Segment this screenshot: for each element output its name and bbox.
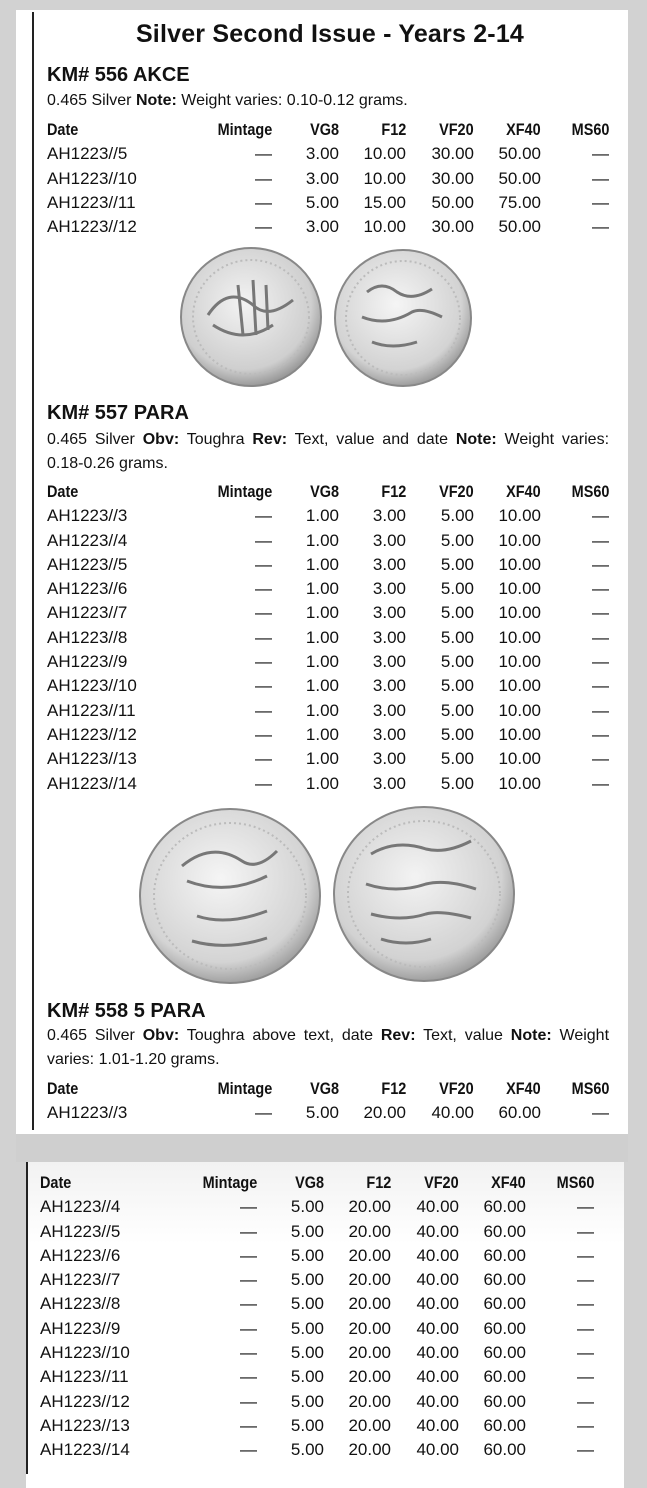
table-cell: 5.00 <box>440 530 474 550</box>
table-cell: AH1223//9 <box>40 1318 121 1338</box>
table-cell: — <box>255 192 272 212</box>
table-cell: — <box>577 1270 594 1290</box>
table-cell: — <box>240 1367 257 1387</box>
table-cell: 5.00 <box>290 1367 324 1387</box>
column-header: VF20 <box>424 1173 459 1192</box>
table-row <box>47 215 612 239</box>
table-cell: 10.00 <box>498 554 541 574</box>
table-cell: — <box>577 1318 594 1338</box>
table-cell: — <box>592 1103 609 1123</box>
table-cell: 10.00 <box>363 144 406 164</box>
table-cell: 3.00 <box>372 652 406 672</box>
table-cell: AH1223//10 <box>47 168 137 188</box>
table-cell: 20.00 <box>348 1270 391 1290</box>
column-header: Mintage <box>217 120 272 139</box>
table-header <box>47 1077 612 1101</box>
description-text: Text, value and date <box>287 431 456 448</box>
description-text: Toughra above text, date <box>179 1027 381 1044</box>
table-cell: 3.00 <box>372 579 406 599</box>
table-cell: AH1223//5 <box>47 144 128 164</box>
table-cell: 5.00 <box>440 627 474 647</box>
km556-heading: KM# 556 AKCE <box>47 64 190 86</box>
table-cell: — <box>592 506 609 526</box>
km558-table-continued <box>40 1171 597 1463</box>
description-text: Note: <box>510 1027 552 1044</box>
table-row <box>47 650 612 674</box>
table-cell: 60.00 <box>483 1221 526 1241</box>
table-cell: 60.00 <box>483 1440 526 1460</box>
table-cell: 50.00 <box>431 192 474 212</box>
para-obverse-coin-icon <box>137 806 323 986</box>
table-cell: 10.00 <box>498 506 541 526</box>
table-cell: 5.00 <box>440 579 474 599</box>
table-cell: — <box>592 676 609 696</box>
table-cell: — <box>592 530 609 550</box>
table-cell: — <box>592 700 609 720</box>
table-cell: — <box>592 603 609 623</box>
table-cell: — <box>577 1415 594 1435</box>
km558-description <box>47 1024 609 1072</box>
table-cell: 5.00 <box>440 652 474 672</box>
column-header: VF20 <box>439 482 474 501</box>
table-row <box>47 1101 612 1125</box>
table-cell: 5.00 <box>290 1197 324 1217</box>
description-text: Weight varies: 1.01-1.20 grams. <box>47 1027 610 1068</box>
table-cell: 5.00 <box>290 1221 324 1241</box>
description-text: 0.465 Silver <box>47 1027 143 1044</box>
table-cell: 1.00 <box>305 676 339 696</box>
column-header: VG8 <box>310 482 339 501</box>
table-cell: 5.00 <box>290 1318 324 1338</box>
table-row <box>40 1438 597 1462</box>
table-cell: 20.00 <box>348 1197 391 1217</box>
table-cell: AH1223//14 <box>40 1440 130 1460</box>
table-cell: — <box>255 627 272 647</box>
table-cell: — <box>577 1294 594 1314</box>
table-cell: 10.00 <box>363 217 406 237</box>
table-row <box>47 699 612 723</box>
table-cell: 60.00 <box>483 1294 526 1314</box>
table-cell: 60.00 <box>483 1197 526 1217</box>
table-cell: 40.00 <box>416 1318 459 1338</box>
table-cell: AH1223//7 <box>47 603 128 623</box>
table-cell: — <box>240 1343 257 1363</box>
table-cell: — <box>577 1221 594 1241</box>
table-cell: AH1223//5 <box>47 554 128 574</box>
table-cell: 1.00 <box>305 506 339 526</box>
table-cell: — <box>255 579 272 599</box>
table-cell: 5.00 <box>290 1245 324 1265</box>
table-cell: 1.00 <box>305 603 339 623</box>
table-cell: 5.00 <box>440 700 474 720</box>
table-cell: 40.00 <box>416 1343 459 1363</box>
table-row <box>47 142 612 166</box>
table-cell: 5.00 <box>440 676 474 696</box>
table-cell: 5.00 <box>290 1343 324 1363</box>
description-text: Obv: <box>142 431 180 448</box>
km558-table <box>47 1077 612 1126</box>
description-text: Weight varies: 0.10-0.12 grams. <box>176 92 408 109</box>
page-title: Silver Second Issue - Years 2-14 <box>135 20 525 48</box>
page-border <box>32 12 34 1130</box>
table-row <box>40 1292 597 1316</box>
table-cell: — <box>240 1318 257 1338</box>
para-reverse-coin-icon <box>331 804 517 984</box>
table-row <box>40 1317 597 1341</box>
table-cell: 1.00 <box>305 554 339 574</box>
table-cell: AH1223//11 <box>40 1367 129 1387</box>
table-cell: 5.00 <box>290 1440 324 1460</box>
table-cell: AH1223//12 <box>40 1391 130 1411</box>
description-text: 0.465 Silver <box>47 431 143 448</box>
akce-reverse-coin-icon <box>332 247 474 389</box>
description-text: Rev: <box>252 431 288 448</box>
table-cell: 1.00 <box>305 700 339 720</box>
column-header: XF40 <box>506 1079 541 1098</box>
table-cell: — <box>592 168 609 188</box>
table-cell: 5.00 <box>305 1103 339 1123</box>
table-cell: — <box>240 1294 257 1314</box>
description-text: 0.465 Silver <box>47 92 136 109</box>
table-cell: 20.00 <box>348 1343 391 1363</box>
table-cell: AH1223//10 <box>40 1343 130 1363</box>
table-cell: — <box>592 144 609 164</box>
table-cell: — <box>255 168 272 188</box>
table-cell: 1.00 <box>305 749 339 769</box>
table-cell: 5.00 <box>440 773 474 793</box>
table-cell: AH1223//9 <box>47 652 128 672</box>
table-row <box>40 1341 597 1365</box>
table-cell: 30.00 <box>431 144 474 164</box>
table-cell: 60.00 <box>483 1343 526 1363</box>
table-cell: 5.00 <box>440 749 474 769</box>
column-header: Date <box>47 482 79 501</box>
table-cell: — <box>255 700 272 720</box>
table-cell: 1.00 <box>305 627 339 647</box>
table-cell: — <box>255 217 272 237</box>
column-header: F12 <box>381 120 406 139</box>
km556-description <box>47 89 609 113</box>
table-cell: 40.00 <box>416 1415 459 1435</box>
table-cell: 40.00 <box>431 1103 474 1123</box>
table-cell: 3.00 <box>372 603 406 623</box>
table-row <box>47 504 612 528</box>
km557-table <box>47 480 612 796</box>
table-cell: 3.00 <box>372 554 406 574</box>
table-row <box>40 1195 597 1219</box>
table-cell: 1.00 <box>305 773 339 793</box>
table-cell: AH1223//11 <box>47 700 136 720</box>
table-cell: 5.00 <box>305 192 339 212</box>
column-header: F12 <box>366 1173 391 1192</box>
table-cell: — <box>255 724 272 744</box>
table-row <box>40 1414 597 1438</box>
description-text: Rev: <box>380 1027 416 1044</box>
table-cell: 10.00 <box>363 168 406 188</box>
table-cell: — <box>255 749 272 769</box>
table-cell: 40.00 <box>416 1391 459 1411</box>
table-cell: 20.00 <box>348 1367 391 1387</box>
table-cell: AH1223//7 <box>40 1270 121 1290</box>
table-cell: 30.00 <box>431 168 474 188</box>
table-cell: — <box>255 554 272 574</box>
column-header: MS60 <box>571 1079 609 1098</box>
km556-table <box>47 118 612 239</box>
column-header: Date <box>47 120 79 139</box>
table-cell: AH1223//6 <box>40 1245 121 1265</box>
table-cell: AH1223//8 <box>40 1294 121 1314</box>
table-cell: AH1223//14 <box>47 773 137 793</box>
table-cell: — <box>592 217 609 237</box>
km557-description <box>47 428 609 476</box>
table-cell: 60.00 <box>483 1245 526 1265</box>
table-cell: 5.00 <box>290 1391 324 1411</box>
table-row <box>40 1365 597 1389</box>
column-header: VG8 <box>310 1079 339 1098</box>
table-cell: 5.00 <box>290 1270 324 1290</box>
table-cell: 3.00 <box>372 676 406 696</box>
table-cell: 60.00 <box>498 1103 541 1123</box>
table-cell: 5.00 <box>440 603 474 623</box>
table-cell: 10.00 <box>498 579 541 599</box>
table-cell: — <box>577 1245 594 1265</box>
table-cell: — <box>255 676 272 696</box>
table-cell: — <box>240 1440 257 1460</box>
column-header: Mintage <box>202 1173 257 1192</box>
column-header: F12 <box>381 482 406 501</box>
column-header: MS60 <box>571 120 609 139</box>
table-cell: 1.00 <box>305 579 339 599</box>
table-cell: 40.00 <box>416 1440 459 1460</box>
table-cell: 3.00 <box>372 530 406 550</box>
table-cell: 5.00 <box>440 554 474 574</box>
table-cell: — <box>577 1197 594 1217</box>
table-cell: AH1223//10 <box>47 676 137 696</box>
table-cell: 60.00 <box>483 1270 526 1290</box>
table-cell: 5.00 <box>290 1294 324 1314</box>
table-row <box>47 674 612 698</box>
table-cell: 10.00 <box>498 652 541 672</box>
table-cell: — <box>592 627 609 647</box>
table-header <box>40 1171 597 1195</box>
table-cell: 60.00 <box>483 1415 526 1435</box>
column-header: VG8 <box>310 120 339 139</box>
table-cell: — <box>255 144 272 164</box>
table-cell: 60.00 <box>483 1367 526 1387</box>
table-cell: 20.00 <box>348 1391 391 1411</box>
table-cell: 10.00 <box>498 700 541 720</box>
table-cell: — <box>255 652 272 672</box>
description-text: Note: <box>455 431 497 448</box>
table-cell: 1.00 <box>305 530 339 550</box>
table-cell: 10.00 <box>498 773 541 793</box>
table-cell: — <box>577 1343 594 1363</box>
table-cell: 3.00 <box>372 724 406 744</box>
table-cell: 20.00 <box>348 1294 391 1314</box>
page-gap <box>16 1134 628 1162</box>
km558-heading: KM# 558 5 PARA <box>47 1000 206 1022</box>
table-row <box>47 577 612 601</box>
table-cell: — <box>240 1391 257 1411</box>
table-cell: 3.00 <box>372 627 406 647</box>
table-cell: AH1223//4 <box>47 530 128 550</box>
table-cell: — <box>255 773 272 793</box>
table-row <box>40 1244 597 1268</box>
table-cell: 10.00 <box>498 530 541 550</box>
table-cell: AH1223//11 <box>47 192 136 212</box>
table-row <box>47 772 612 796</box>
table-cell: 10.00 <box>498 676 541 696</box>
table-cell: — <box>240 1415 257 1435</box>
table-cell: AH1223//12 <box>47 724 137 744</box>
column-header: Mintage <box>217 1079 272 1098</box>
table-cell: 10.00 <box>498 749 541 769</box>
table-cell: 1.00 <box>305 724 339 744</box>
table-row <box>40 1390 597 1414</box>
table-cell: AH1223//13 <box>40 1415 130 1435</box>
table-cell: AH1223//13 <box>47 749 137 769</box>
column-header: Date <box>47 1079 79 1098</box>
table-cell: 20.00 <box>348 1245 391 1265</box>
table-cell: — <box>255 506 272 526</box>
table-cell: AH1223//12 <box>47 217 137 237</box>
column-header: VF20 <box>439 1079 474 1098</box>
table-cell: 40.00 <box>416 1294 459 1314</box>
table-cell: 40.00 <box>416 1367 459 1387</box>
table-header <box>47 118 612 142</box>
table-cell: AH1223//6 <box>47 579 128 599</box>
table-cell: 10.00 <box>498 603 541 623</box>
table-header <box>47 480 612 504</box>
table-cell: 5.00 <box>440 506 474 526</box>
column-header: MS60 <box>556 1173 594 1192</box>
table-cell: 60.00 <box>483 1318 526 1338</box>
table-cell: 3.00 <box>372 749 406 769</box>
table-cell: 5.00 <box>440 724 474 744</box>
column-header: MS60 <box>571 482 609 501</box>
column-header: F12 <box>381 1079 406 1098</box>
description-text: Obv: <box>142 1027 180 1044</box>
table-cell: 5.00 <box>290 1415 324 1435</box>
table-cell: 10.00 <box>498 724 541 744</box>
table-cell: 3.00 <box>305 168 339 188</box>
table-cell: 10.00 <box>498 627 541 647</box>
table-cell: 50.00 <box>498 168 541 188</box>
table-cell: 3.00 <box>372 773 406 793</box>
table-cell: 20.00 <box>348 1221 391 1241</box>
table-row <box>47 601 612 625</box>
table-cell: 30.00 <box>431 217 474 237</box>
table-row <box>40 1220 597 1244</box>
column-header: Date <box>40 1173 72 1192</box>
table-cell: 20.00 <box>363 1103 406 1123</box>
table-cell: — <box>240 1270 257 1290</box>
table-cell: — <box>592 724 609 744</box>
table-row <box>47 191 612 215</box>
table-row <box>47 747 612 771</box>
table-cell: — <box>240 1197 257 1217</box>
table-cell: 20.00 <box>348 1415 391 1435</box>
table-cell: 3.00 <box>372 700 406 720</box>
table-cell: — <box>592 749 609 769</box>
km557-heading: KM# 557 PARA <box>47 402 189 424</box>
table-cell: 3.00 <box>305 217 339 237</box>
table-cell: 75.00 <box>498 192 541 212</box>
table-cell: 40.00 <box>416 1197 459 1217</box>
table-cell: 40.00 <box>416 1270 459 1290</box>
table-cell: 40.00 <box>416 1245 459 1265</box>
table-cell: — <box>240 1245 257 1265</box>
table-cell: 60.00 <box>483 1391 526 1411</box>
description-text: Text, value <box>415 1027 511 1044</box>
table-cell: 20.00 <box>348 1440 391 1460</box>
table-cell: AH1223//4 <box>40 1197 121 1217</box>
column-header: XF40 <box>506 120 541 139</box>
table-cell: — <box>592 579 609 599</box>
column-header: VG8 <box>295 1173 324 1192</box>
table-cell: AH1223//5 <box>40 1221 121 1241</box>
column-header: Mintage <box>217 482 272 501</box>
table-cell: 15.00 <box>363 192 406 212</box>
table-cell: — <box>592 652 609 672</box>
description-text: Toughra <box>179 431 253 448</box>
table-cell: AH1223//8 <box>47 627 128 647</box>
table-row <box>47 626 612 650</box>
page-border <box>26 1162 28 1474</box>
table-cell: — <box>255 530 272 550</box>
table-cell: — <box>592 192 609 212</box>
table-cell: 50.00 <box>498 144 541 164</box>
table-row <box>47 167 612 191</box>
table-row <box>47 553 612 577</box>
akce-obverse-coin-icon <box>178 245 324 389</box>
table-row <box>47 723 612 747</box>
table-cell: 50.00 <box>498 217 541 237</box>
table-cell: — <box>577 1440 594 1460</box>
table-cell: — <box>592 554 609 574</box>
table-cell: — <box>577 1367 594 1387</box>
table-cell: 1.00 <box>305 652 339 672</box>
table-cell: — <box>255 603 272 623</box>
table-cell: — <box>577 1391 594 1411</box>
column-header: XF40 <box>506 482 541 501</box>
table-cell: AH1223//3 <box>47 1103 128 1123</box>
table-cell: 20.00 <box>348 1318 391 1338</box>
table-row <box>47 529 612 553</box>
table-cell: 40.00 <box>416 1221 459 1241</box>
table-cell: — <box>240 1221 257 1241</box>
description-text: Weight varies: 0.18-0.26 grams. <box>47 431 610 472</box>
table-cell: AH1223//3 <box>47 506 128 526</box>
table-cell: 3.00 <box>305 144 339 164</box>
table-cell: — <box>592 773 609 793</box>
column-header: XF40 <box>491 1173 526 1192</box>
table-cell: — <box>255 1103 272 1123</box>
column-header: VF20 <box>439 120 474 139</box>
description-text: Note: <box>135 92 177 109</box>
table-cell: 3.00 <box>372 506 406 526</box>
table-row <box>40 1268 597 1292</box>
